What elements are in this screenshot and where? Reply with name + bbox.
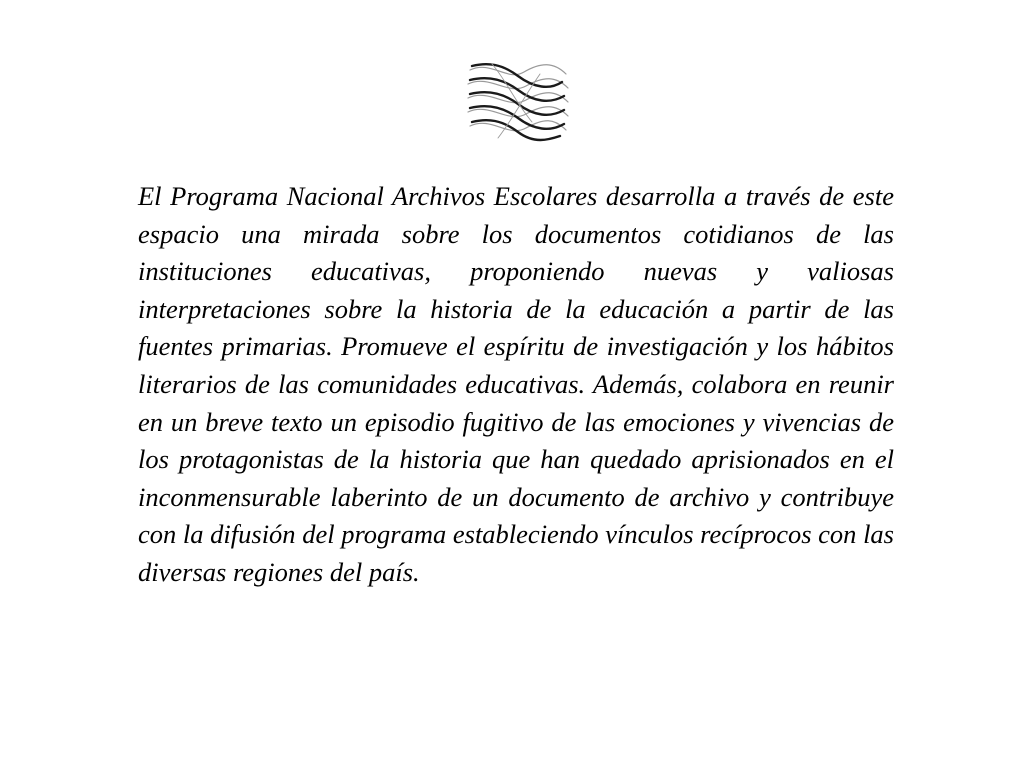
wave-ornament-icon [462,60,572,142]
body-paragraph: El Programa Nacional Archivos Escolares desarrolla a través de este espacio una mirada sobre los documentos cotidianos de las instituciones educativas, proponiendo nuevas y valiosas interpretaciones sobre la historia de la educación a partir de las fuentes primarias. Promueve el espíritu de investigación y los hábitos literarios de las comunidades educativas. Además, colabora en reunir en un breve texto un episodio fugitivo de las emociones y vivencias de los protagonistas de la historia que han quedado aprisionados en el inconmensurable laberinto de un documento de archivo y contribuye con la difusión del programa estableciendo vínculos recíprocos con las diversas regiones del país. [138,181,894,587]
